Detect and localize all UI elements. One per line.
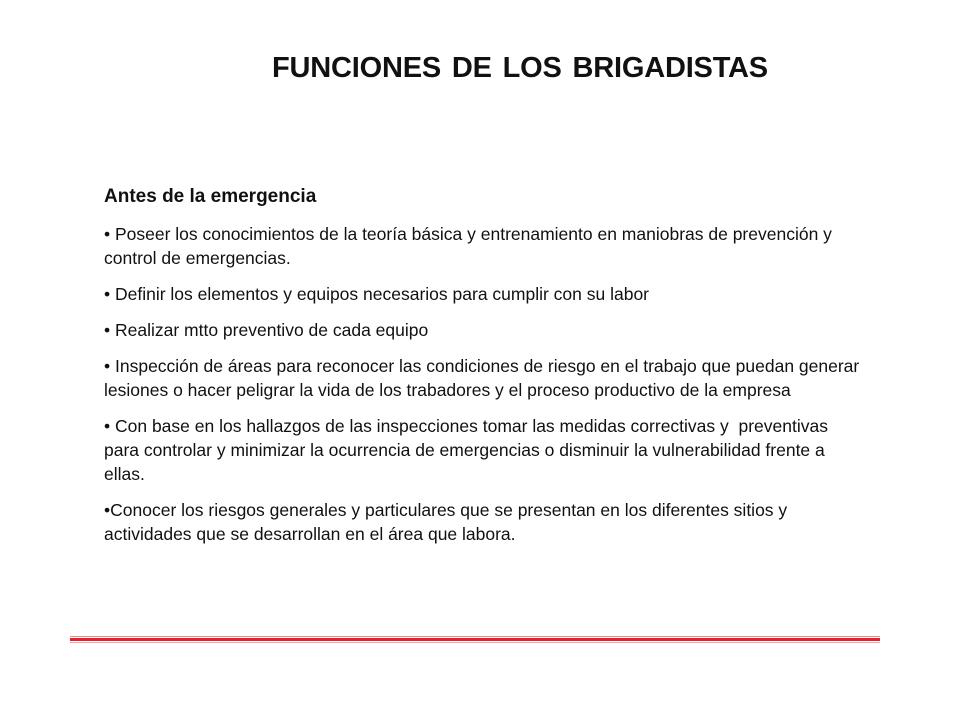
footer-divider-bottom-line [70,642,880,643]
bullet-item: • Definir los elementos y equipos necesarios para cumplir con su labor [104,284,650,304]
bullet-item: • Realizar mtto preventivo de cada equipo [104,320,429,340]
bullet-item: • Inspección de áreas para reconocer las condiciones de riesgo en el trabajo que puedan generar lesiones o hacer peligrar la vida de los trabadores y el proceso productivo de la empresa [104,356,865,400]
slide-content [104,184,864,558]
footer-divider [70,636,880,644]
bullet-item: •Conocer los riesgos generales y particulares que se presentan en los diferentes sitios y actividades que se desarrollan en el área que labora. [104,500,793,544]
slide-title: FUNCIONES DE LOS BRIGADISTAS [272,52,768,84]
bullet-item: • Poseer los conocimientos de la teoría básica y entrenamiento en maniobras de prevención y control de emergencias. [104,224,837,268]
section-subtitle: Antes de la emergencia [104,186,317,207]
footer-divider-main-line [70,638,880,641]
footer-divider-top-line [70,636,880,637]
bullet-item: • Con base en los hallazgos de las inspecciones tomar las medidas correctivas y preventivas para controlar y minimizar la ocurrencia de emergencias o disminuir la vulnerabilidad frente a ellas. [104,416,833,484]
